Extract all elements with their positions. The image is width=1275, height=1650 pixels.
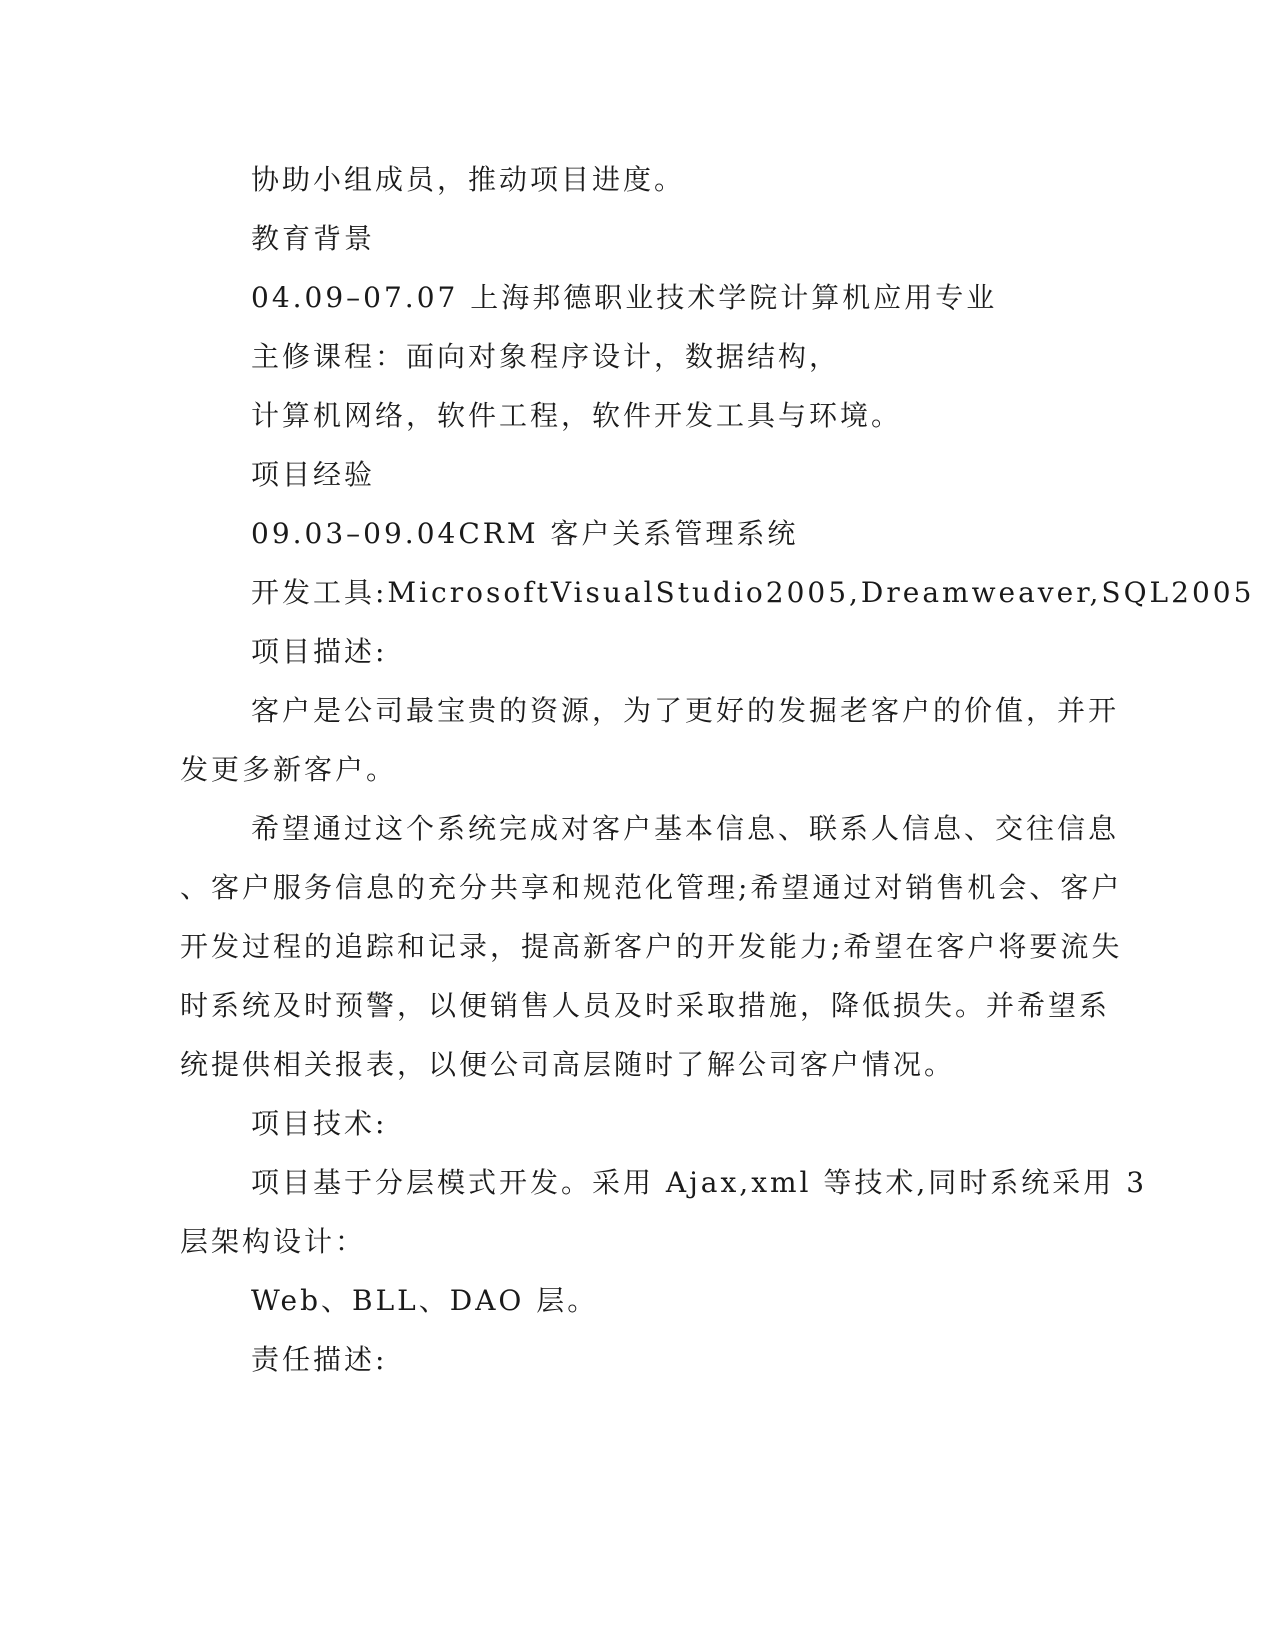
responsibility-label: 责任描述: xyxy=(251,1343,388,1376)
section-heading-education: 教育背景 xyxy=(251,222,376,255)
education-entry: 04.09–07.07 上海邦德职业技术学院计算机应用专业 xyxy=(251,281,998,314)
paragraph-line: 协助小组成员，推动项目进度。 xyxy=(251,163,686,196)
project-description-label: 项目描述: xyxy=(251,635,388,668)
paragraph-line: 客户是公司最宝贵的资源，为了更好的发掘老客户的价值，并开 xyxy=(251,694,1120,727)
paragraph-line: 统提供相关报表，以便公司高层随时了解公司客户情况。 xyxy=(180,1048,956,1081)
project-tools: 开发工具:MicrosoftVisualStudio2005,Dreamweaver,SQL2005 xyxy=(251,576,1255,609)
paragraph-line: 、客户服务信息的充分共享和规范化管理;希望通过对销售机会、客户 xyxy=(180,871,1123,904)
paragraph-line: 项目基于分层模式开发。采用 Ajax,xml 等技术,同时系统采用 3 xyxy=(251,1166,1148,1199)
paragraph-line: Web、BLL、DAO 层。 xyxy=(251,1284,599,1317)
paragraph-line: 希望通过这个系统完成对客户基本信息、联系人信息、交往信息 xyxy=(251,812,1120,845)
paragraph-line: 层架构设计： xyxy=(180,1225,367,1258)
paragraph-line: 时系统及时预警，以便销售人员及时采取措施，降低损失。并希望系 xyxy=(180,989,1111,1022)
paragraph-line: 开发过程的追踪和记录，提高新客户的开发能力;希望在客户将要流失 xyxy=(180,930,1123,963)
project-technology-label: 项目技术: xyxy=(251,1107,388,1140)
paragraph-line: 发更多新客户。 xyxy=(180,753,398,786)
section-heading-projects: 项目经验 xyxy=(251,458,376,491)
project-title: 09.03–09.04CRM 客户关系管理系统 xyxy=(251,517,799,550)
courses-line-continued: 计算机网络，软件工程，软件开发工具与环境。 xyxy=(251,399,903,432)
courses-line: 主修课程：面向对象程序设计，数据结构， xyxy=(251,340,841,373)
